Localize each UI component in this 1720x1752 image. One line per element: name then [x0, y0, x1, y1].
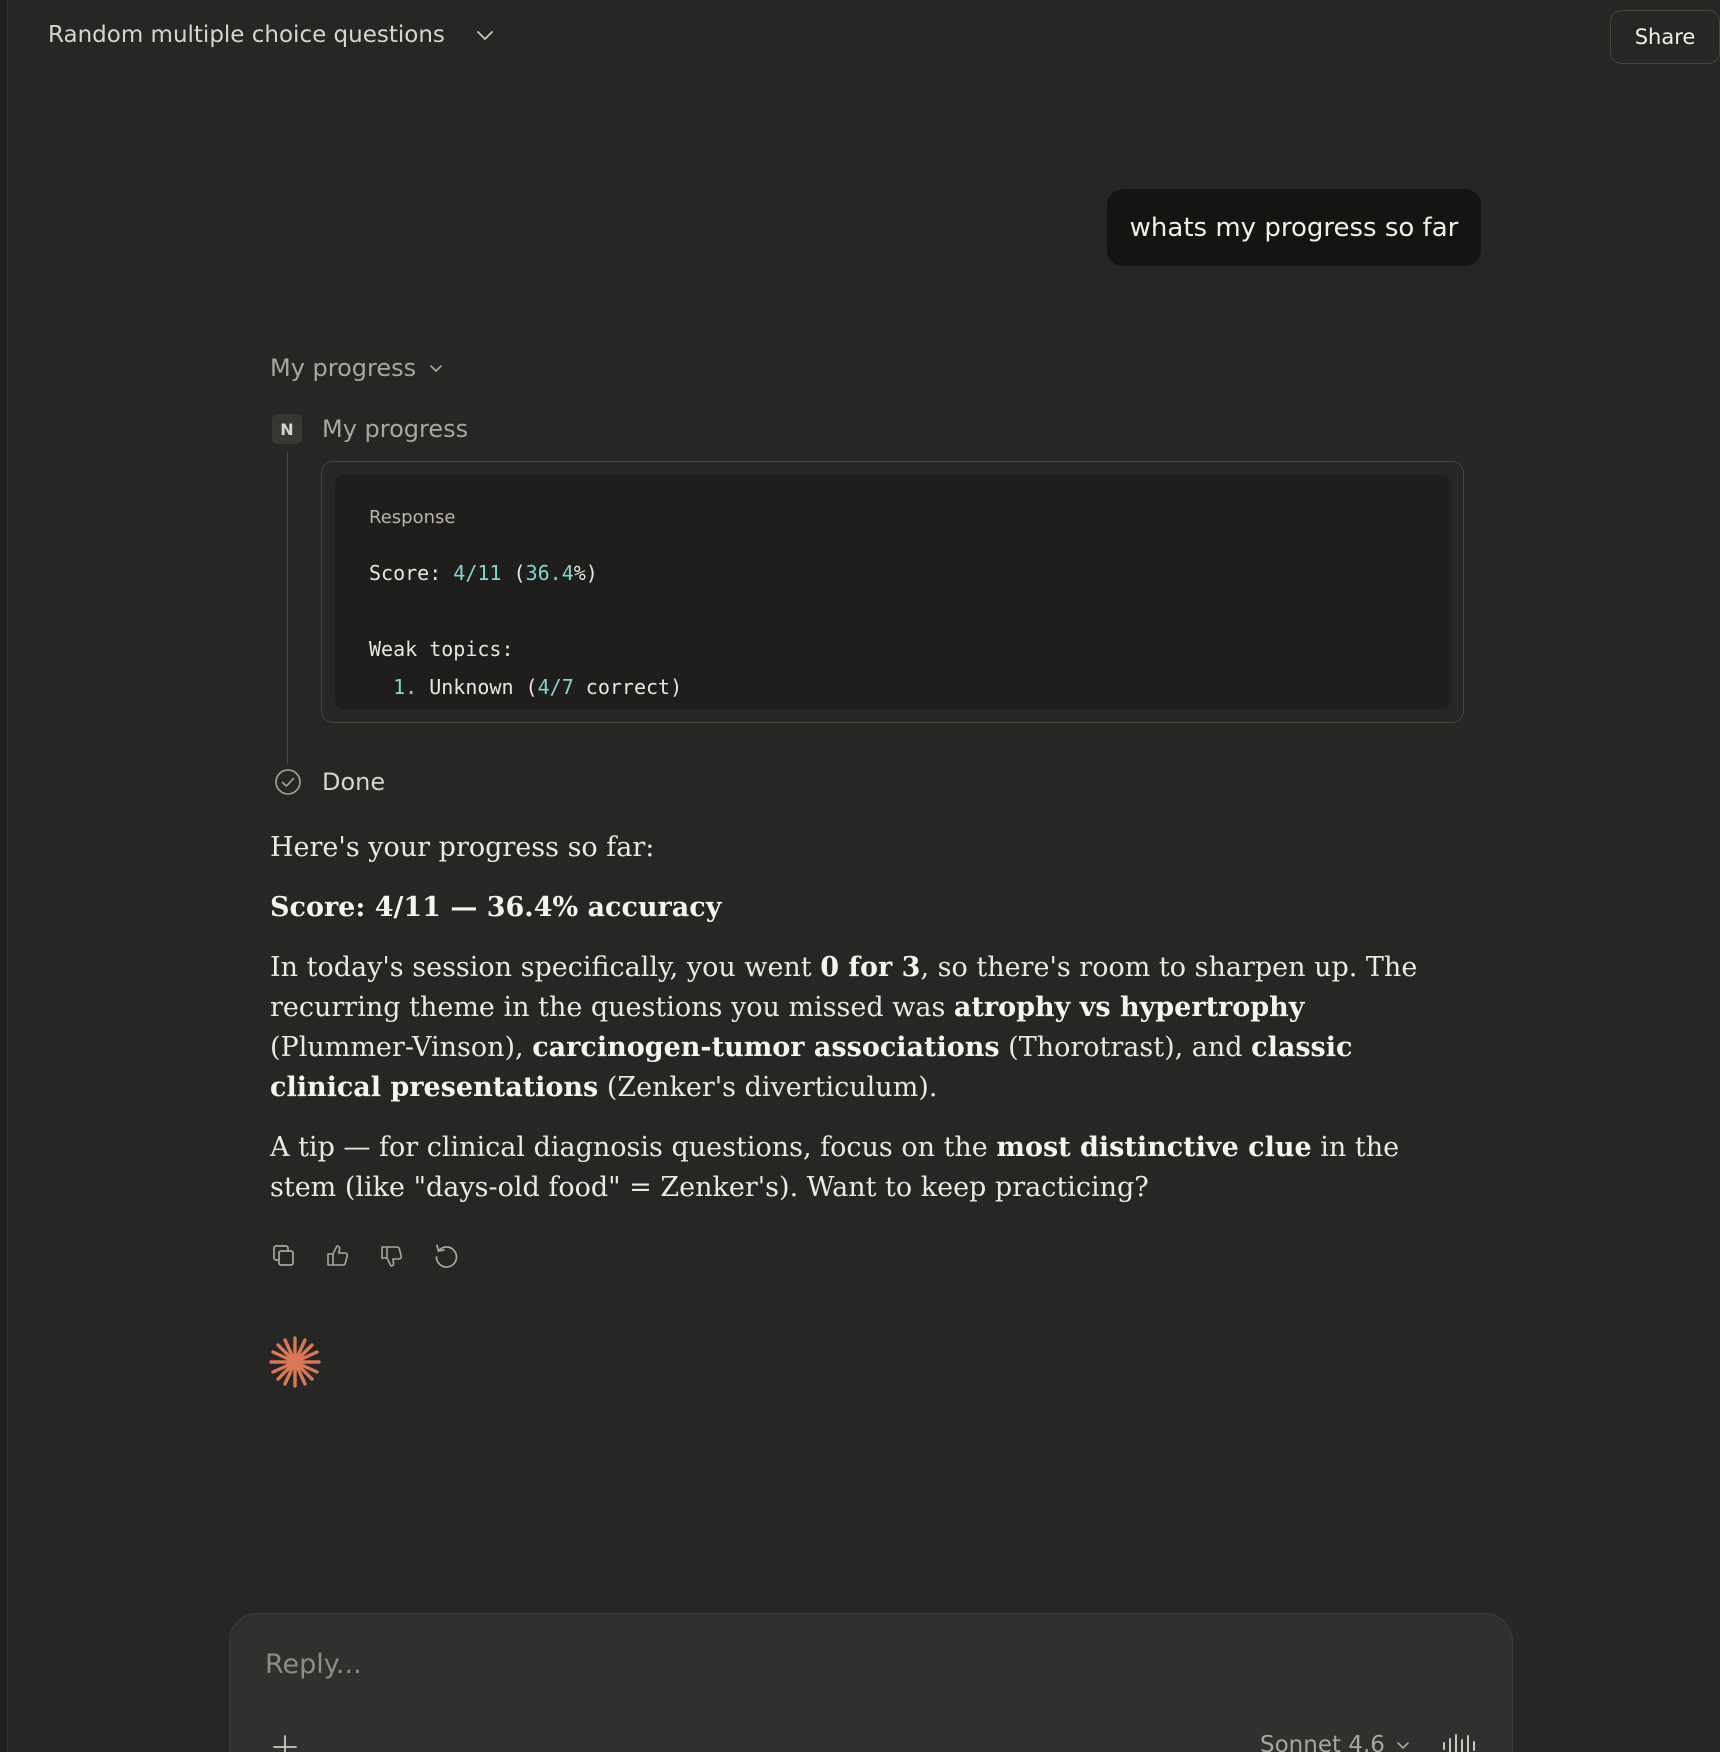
text-run: (Thorotrast), and: [999, 1032, 1252, 1063]
claude-spark-icon: [267, 1334, 323, 1390]
score-prefix: Score:: [369, 561, 454, 585]
check-circle-icon: [274, 768, 302, 796]
sidebar-edge: [0, 0, 8, 1752]
text-run: In today's session specifically, you went: [270, 952, 821, 983]
reply-input[interactable]: [265, 1642, 1465, 1686]
thumbs-up-icon[interactable]: [324, 1242, 352, 1270]
response-label: Response: [369, 507, 456, 528]
tool-call-row: [272, 414, 468, 444]
chevron-down-icon: [1395, 1737, 1411, 1752]
text-run: A tip — for clinical diagnosis questions, focus on the: [270, 1132, 997, 1163]
score-percent: 36.4: [525, 561, 574, 585]
done-label: Done: [322, 768, 386, 796]
tool-response-content: [335, 475, 1450, 709]
share-button[interactable]: Share: [1610, 10, 1720, 64]
assistant-message: [270, 828, 1430, 1228]
bold-run: atrophy vs hypertrophy: [953, 992, 1305, 1023]
chat-title-menu[interactable]: [48, 22, 495, 48]
tool-name: My progress: [322, 415, 469, 443]
top-bar: [8, 0, 1720, 74]
tool-done-status: [274, 768, 385, 796]
text-run: in the stem (like "days-old food" = Zenker's). Want to keep practicing?: [270, 1132, 1400, 1203]
tool-call-label: My progress: [270, 354, 417, 382]
score-slash: /: [465, 561, 478, 585]
assistant-intro: Here's your progress so far:: [270, 832, 655, 863]
tool-badge-icon: N: [272, 414, 302, 444]
composer: [229, 1613, 1513, 1752]
score-summary: Score: 4/11 — 36.4% accuracy: [270, 892, 722, 923]
weak-topic-slash: /: [549, 675, 562, 699]
timeline-divider: [287, 452, 288, 764]
model-selector[interactable]: [1260, 1732, 1411, 1752]
assistant-paragraph: [270, 948, 1430, 1108]
waveform-icon: [1441, 1732, 1479, 1752]
voice-mode-button[interactable]: [1440, 1730, 1480, 1752]
chevron-down-icon: [428, 360, 444, 376]
weak-topic-item: [369, 668, 1416, 706]
weak-topic-suffix: correct): [573, 675, 683, 699]
message-actions: [270, 1242, 460, 1270]
weak-topic-total: 7: [561, 675, 574, 699]
score-total: 11: [477, 561, 502, 585]
chat-title: Random multiple choice questions: [48, 22, 445, 48]
tool-call-toggle[interactable]: [270, 354, 444, 382]
chevron-down-icon: [475, 25, 495, 45]
score-open: (: [501, 561, 526, 585]
score-close: %): [573, 561, 598, 585]
score-number: 4: [453, 561, 466, 585]
weak-topic-index: 1.: [393, 675, 418, 699]
score-line: [369, 554, 1416, 592]
plus-icon: [272, 1734, 298, 1752]
model-name: Sonnet 4.6: [1260, 1732, 1385, 1752]
weak-topic-correct: 4: [537, 675, 550, 699]
weak-topic-text: Unknown (: [417, 675, 538, 699]
bold-run: 0 for 3: [820, 952, 921, 983]
copy-icon[interactable]: [270, 1242, 298, 1270]
assistant-score: [270, 888, 1430, 928]
text-run: , so there's room to sharpen up. The recurring theme in the questions you missed was: [270, 952, 1418, 1023]
assistant-tip: [270, 1128, 1430, 1208]
text-run: (Plummer-Vinson),: [270, 1032, 533, 1063]
bold-run: most distinctive clue: [996, 1132, 1312, 1163]
user-message: whats my progress so far: [1107, 189, 1481, 266]
bold-run: carcinogen-tumor associations: [532, 1032, 1000, 1063]
bold-run: classic clinical presentations: [270, 1032, 1353, 1103]
blank-line: [369, 592, 1416, 630]
tool-response-panel: [321, 461, 1464, 723]
text-run: (Zenker's diverticulum).: [598, 1072, 938, 1103]
retry-icon[interactable]: [432, 1242, 460, 1270]
weak-topics-label: Weak topics:: [369, 637, 514, 661]
add-attachment-button[interactable]: [270, 1732, 300, 1752]
thumbs-down-icon[interactable]: [378, 1242, 406, 1270]
